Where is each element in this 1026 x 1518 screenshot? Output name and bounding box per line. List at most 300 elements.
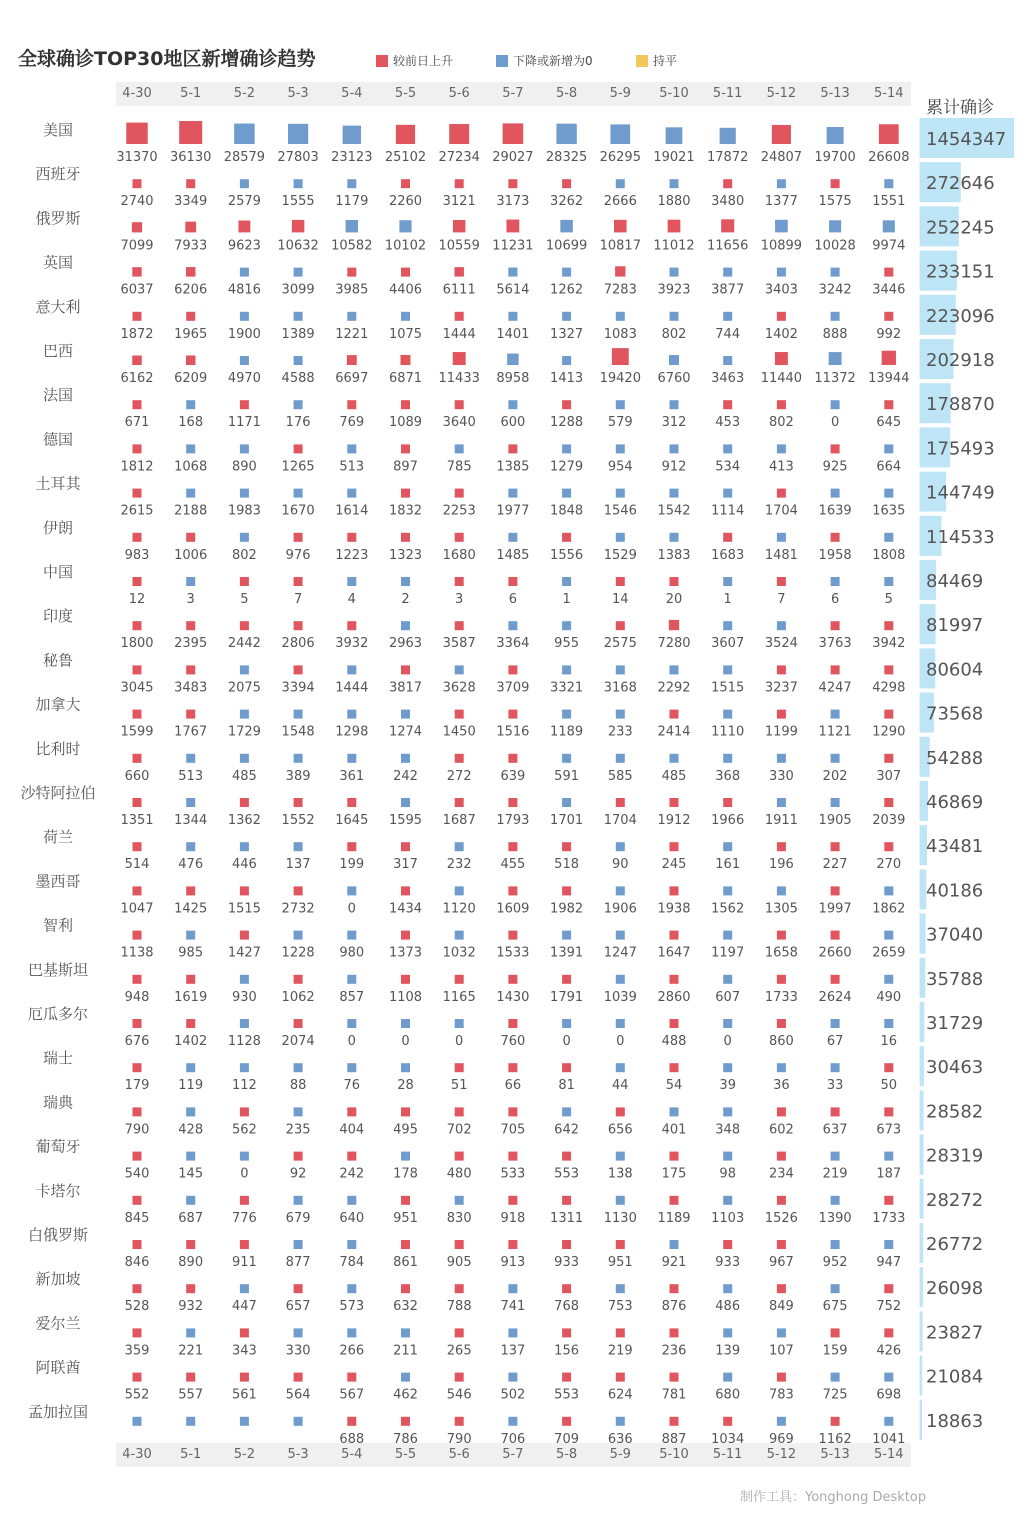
value-label: 1110 [711,724,745,740]
trend-square [347,1417,356,1426]
trend-square [884,754,893,763]
trend-square [562,665,571,674]
value-label: 888 [822,326,848,342]
value-label: 1434 [388,901,423,917]
trend-square [401,1240,410,1249]
trend-square [133,1284,142,1293]
trend-square [508,1373,517,1382]
value-label: 675 [822,1299,848,1315]
trend-square [777,1152,786,1161]
trend-square [347,754,356,763]
trend-square [294,1417,303,1426]
date-label-bottom-5-3: 5-3 [287,1447,309,1462]
trend-square [399,220,411,232]
country-row [35,206,994,253]
value-label: 600 [500,415,526,431]
value-label: 1704 [603,813,637,828]
value-label: 4588 [281,371,315,386]
value-label: 1683 [711,547,745,563]
trend-square [723,975,732,984]
trend-square [401,710,410,719]
value-label: 90 [612,857,629,873]
value-label: 1880 [657,194,691,210]
value-label: 2575 [603,636,637,652]
value-label: 1279 [550,459,584,475]
trend-square [831,1152,840,1161]
cumulative-value: 1454347 [926,129,1007,150]
value-label: 317 [393,857,418,873]
trend-square [616,400,625,409]
value-label: 709 [554,1431,580,1447]
trend-square [777,754,786,763]
value-label: 36 [773,1078,790,1094]
value-label: 752 [876,1299,902,1315]
value-label: 348 [715,1122,741,1138]
trend-square [503,123,524,144]
trend-square [616,754,625,763]
value-label: 1189 [657,1210,691,1226]
value-label: 25102 [384,150,427,165]
cumulative-value: 54288 [926,747,984,769]
value-label: 776 [231,1210,257,1226]
value-label: 1862 [872,901,906,917]
trend-square [562,533,571,542]
trend-square [616,931,625,940]
trend-square [562,1417,571,1426]
trend-square [238,221,250,233]
value-label: 196 [768,857,794,873]
trend-square [670,975,679,984]
trend-square [777,1284,786,1293]
value-label: 2414 [657,724,691,740]
trend-square [669,355,679,365]
value-label: 3463 [711,371,745,386]
trend-square [562,886,571,895]
trend-square [723,710,732,719]
trend-square [186,1417,195,1426]
value-label: 7099 [120,238,154,254]
value-label: 1138 [120,945,154,961]
trend-square [721,219,734,232]
value-label: 5 [240,592,249,607]
trend-square [396,125,415,144]
trend-square [723,268,732,277]
value-label: 680 [715,1387,741,1403]
value-label: 368 [715,768,741,784]
trend-square [827,127,844,144]
trend-square [723,931,732,940]
value-label: 1121 [818,724,852,740]
value-label: 227 [822,857,848,873]
value-label: 2660 [818,945,852,961]
value-label: 911 [231,1255,257,1270]
cumulative-bar [920,1267,923,1307]
trend-square [347,1373,356,1382]
value-label: 0 [347,1034,356,1049]
trend-square [777,577,786,586]
value-label: 1450 [442,724,476,740]
date-label-bottom-5-6: 5-6 [448,1447,470,1462]
trend-square [777,1328,786,1337]
trend-square [133,665,142,674]
cumulative-value: 35788 [926,968,984,990]
value-label: 6 [830,592,840,607]
trend-square [133,312,142,321]
trend-square [670,1063,679,1072]
trend-square [508,444,517,453]
trend-square [455,842,464,851]
value-label: 14 [612,592,629,607]
country-row [35,693,983,740]
date-label-bottom-5-4: 5-4 [341,1447,363,1462]
value-label: 636 [607,1431,633,1447]
value-label: 6209 [174,371,208,386]
value-label: 3932 [335,636,369,652]
trend-square [455,1107,464,1116]
value-label: 36130 [170,150,212,165]
trend-square [347,798,356,807]
value-label: 199 [339,857,365,873]
value-label: 1548 [281,724,315,740]
value-label: 564 [285,1387,311,1403]
value-label: 3321 [550,680,584,696]
value-label: 10582 [331,238,373,254]
trend-square [186,975,195,984]
value-label: 453 [715,415,741,431]
value-label: 11440 [760,371,803,386]
value-label: 19420 [599,371,641,386]
cumulative-value: 84469 [926,571,984,592]
value-label: 1298 [335,724,369,740]
cumulative-value: 40186 [926,880,984,902]
value-label: 161 [715,857,741,873]
value-label: 7280 [657,636,691,652]
value-label: 639 [500,768,526,784]
value-label: 1639 [818,503,852,519]
country-label: 阿联酋 [35,1358,81,1377]
value-label: 312 [661,415,687,431]
date-label-top-5-7: 5-7 [502,86,524,101]
value-label: 528 [124,1299,150,1315]
trend-square [777,1196,786,1205]
trend-square [508,886,517,895]
country-label: 瑞士 [42,1049,74,1068]
country-row [28,1002,983,1049]
country-row [43,1090,983,1137]
trend-square [240,798,249,807]
trend-square [186,533,195,542]
value-label: 502 [500,1387,526,1403]
cumulative-value: 223096 [926,305,995,327]
value-label: 51 [450,1078,468,1094]
trend-square [294,931,303,940]
value-label: 1034 [711,1431,745,1447]
value-label: 2624 [818,989,852,1005]
trend-square [723,1373,732,1382]
trend-square [133,1019,142,1028]
trend-square [455,1417,464,1426]
value-label: 11656 [707,238,749,254]
trend-square [455,489,464,498]
trend-square [240,1063,249,1072]
date-label-top-5-4: 5-4 [341,86,363,101]
value-label: 1199 [764,724,798,740]
trend-square [616,1063,625,1072]
value-label: 1 [723,592,732,607]
value-label: 676 [124,1034,150,1049]
trend-square [133,1373,142,1382]
cumulative-bar [920,1400,922,1440]
value-label: 1704 [764,503,798,519]
value-label: 518 [554,857,580,873]
trend-square [777,975,786,984]
value-label: 3483 [174,680,208,696]
trend-square [240,489,249,498]
country-label: 荷兰 [42,828,74,847]
trend-square [294,621,303,630]
trend-square [723,533,732,542]
trend-square [884,1373,893,1382]
value-label: 476 [178,857,204,873]
value-label: 139 [715,1343,741,1359]
value-label: 706 [500,1431,526,1447]
trend-square [133,400,142,409]
country-row [43,560,983,607]
value-label: 4406 [388,282,423,298]
trend-square [723,1417,732,1426]
country-label: 卡塔尔 [35,1181,81,1200]
value-label: 1305 [764,901,798,917]
value-label: 624 [607,1387,633,1403]
legend-rise-label: 较前日上升 [393,54,454,68]
value-label: 1288 [550,415,584,431]
trend-square [616,1284,625,1293]
value-label: 744 [715,326,741,342]
trend-square [186,1107,195,1116]
trend-square [884,1196,893,1205]
trend-square [723,444,732,453]
value-label: 3 [186,592,195,607]
trend-square [556,124,576,144]
cumulative-value: 31729 [926,1013,984,1034]
trend-square [777,842,786,851]
trend-square [884,1328,893,1337]
value-label: 967 [768,1255,794,1270]
value-label: 3262 [550,194,584,210]
value-label: 1595 [388,813,423,828]
value-label: 6697 [335,371,369,386]
value-label: 725 [822,1387,848,1403]
trend-square [777,1107,786,1116]
value-label: 533 [500,1166,526,1182]
trend-square [401,754,410,763]
value-label: 4970 [227,371,261,386]
trend-square [240,1328,249,1337]
value-label: 3121 [442,194,476,210]
trend-square [508,1152,517,1161]
value-label: 897 [393,459,418,475]
trend-square [562,577,571,586]
value-label: 10102 [384,238,427,254]
trend-square [347,621,356,630]
value-label: 6111 [442,282,476,298]
trend-square [884,842,893,851]
value-label: 485 [231,768,257,784]
value-label: 343 [231,1343,257,1359]
value-label: 0 [723,1034,732,1049]
cumulative-header: 累计确诊 [926,98,994,118]
value-label: 918 [500,1210,526,1226]
country-label: 葡萄牙 [35,1137,81,1156]
cumulative-value: 28582 [926,1101,984,1123]
value-label: 2963 [388,636,423,652]
date-label-top-5-12: 5-12 [766,86,797,101]
trend-square [455,1152,464,1161]
date-label-bottom-5-1: 5-1 [180,1447,202,1462]
value-label: 27803 [277,150,319,165]
value-label: 3763 [818,636,852,652]
trend-square [240,577,249,586]
value-label: 1197 [711,945,745,961]
value-label: 1687 [442,813,476,828]
trend-square [723,754,732,763]
trend-square [455,1328,464,1337]
value-label: 7 [293,592,303,607]
value-label: 88 [289,1078,307,1094]
cumulative-bar [920,1179,924,1219]
value-label: 1958 [818,547,852,563]
trend-square [186,665,195,674]
trend-square [560,220,573,233]
trend-square [401,886,410,895]
trend-square [133,577,142,586]
trend-square [562,798,571,807]
cumulative-value: 202918 [926,350,995,371]
trend-square [775,220,788,233]
trend-square [347,1063,356,1072]
value-label: 640 [339,1210,365,1226]
value-label: 2188 [174,503,208,519]
value-label: 12 [128,592,146,607]
trend-square [670,268,679,277]
value-label: 552 [124,1387,150,1403]
trend-square [670,312,679,321]
date-label-bottom-5-9: 5-9 [609,1447,631,1462]
date-label-bottom-4-30: 4-30 [122,1447,152,1462]
value-label: 0 [616,1034,625,1049]
trend-square [884,1240,893,1249]
trend-square [401,842,410,851]
value-label: 3640 [442,415,476,431]
value-label: 28325 [545,150,588,165]
country-label: 新加坡 [35,1270,81,1289]
country-row [43,648,983,695]
trend-square [294,842,303,851]
value-label: 1362 [227,813,261,828]
trend-square [186,312,195,321]
value-label: 673 [876,1122,902,1138]
value-label: 679 [285,1210,311,1226]
trend-square [829,220,841,232]
trend-square [670,1328,679,1337]
value-label: 671 [124,415,150,431]
trend-square [723,400,732,409]
country-row [43,825,983,872]
value-label: 1383 [657,547,691,563]
cumulative-value: 18863 [926,1410,984,1432]
value-label: 159 [822,1343,848,1359]
trend-square [294,1328,303,1337]
value-label: 23123 [331,150,373,165]
trend-square [294,975,303,984]
cumulative-bar [920,1135,924,1175]
trend-square [186,267,196,277]
trend-square [884,886,893,895]
trend-square [455,886,464,895]
trend-square [133,842,142,851]
value-label: 2075 [227,680,261,696]
trend-square [401,179,410,188]
cumulative-value: 37040 [926,924,984,946]
trend-square [670,1284,679,1293]
trend-square [831,886,840,895]
trend-square [831,400,840,409]
value-label: 802 [768,415,794,431]
value-label: 783 [768,1387,794,1403]
trend-square [723,489,732,498]
value-label: 921 [661,1255,687,1270]
trend-square [777,312,786,321]
country-label: 加拿大 [35,695,81,714]
value-label: 485 [661,768,687,784]
value-label: 2260 [388,194,423,210]
trend-square [294,798,303,807]
value-label: 1228 [281,945,315,961]
value-label: 1108 [388,989,423,1005]
value-label: 1614 [335,503,369,519]
trend-square [454,267,463,276]
trend-square [883,220,895,232]
value-label: 389 [285,768,311,784]
trend-square [616,489,625,498]
value-label: 6162 [120,371,154,386]
date-label-top-5-9: 5-9 [609,86,631,101]
trend-square [884,400,893,409]
country-label: 意大利 [35,297,81,316]
trend-square [401,1019,410,1028]
trend-square [670,754,679,763]
trend-square [723,665,732,674]
trend-square [884,1107,893,1116]
trend-square [294,1019,303,1028]
country-row [43,1046,983,1093]
value-label: 1555 [281,194,315,210]
trend-square [670,842,679,851]
trend-square [777,1417,786,1426]
value-label: 3985 [335,282,369,298]
trend-square [616,533,625,542]
value-label: 3923 [657,282,691,298]
trend-square [186,710,195,719]
country-row [35,472,994,519]
value-label: 557 [178,1387,204,1403]
country-label: 英国 [42,253,74,272]
trend-square [508,1196,517,1205]
chart-title: 全球确诊TOP30地区新增确诊趋势 [18,48,316,70]
trend-square [884,444,893,453]
value-label: 6760 [657,371,691,386]
trend-square [616,577,625,586]
